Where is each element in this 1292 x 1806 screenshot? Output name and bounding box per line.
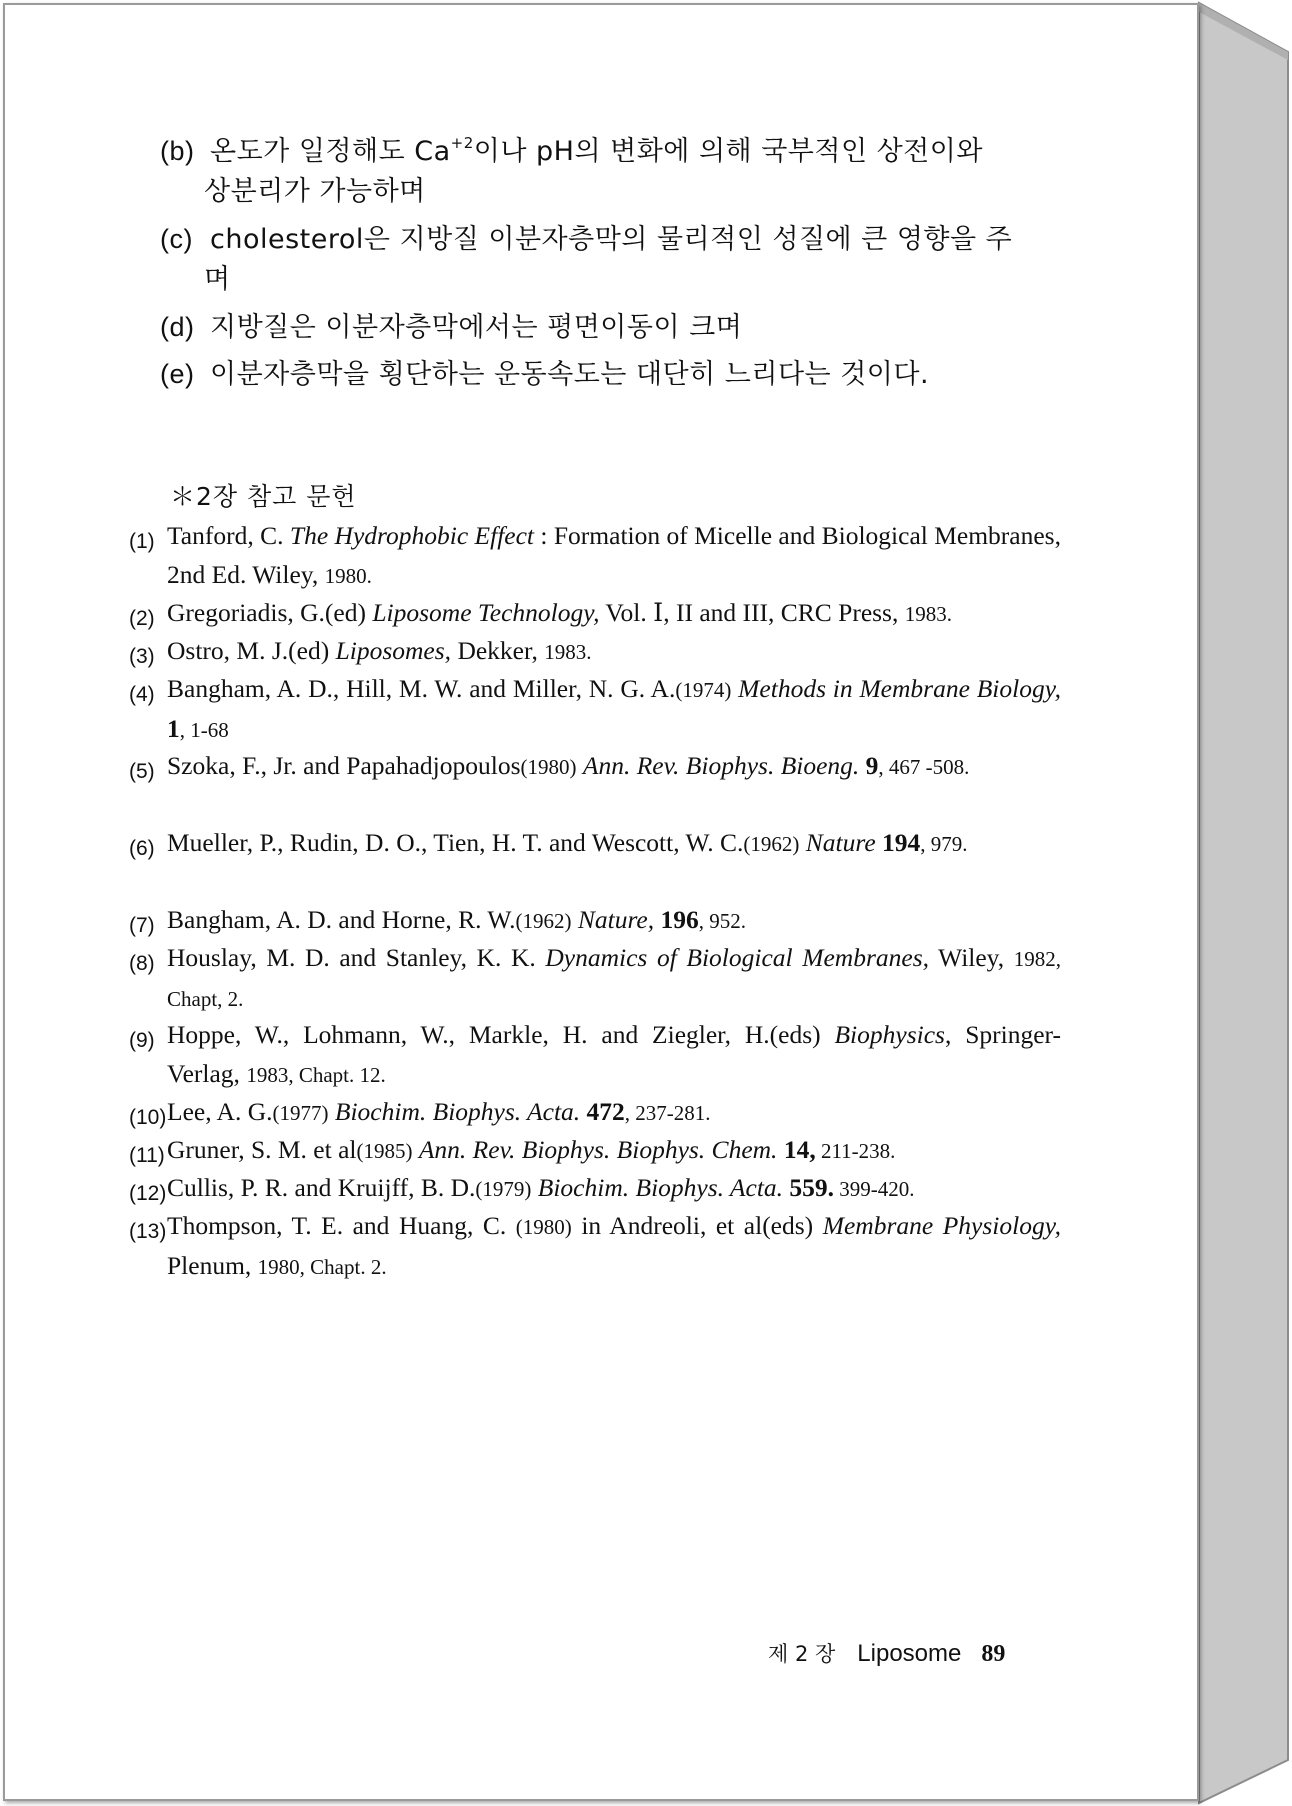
reference-item [129, 632, 1061, 672]
reference-text: Mueller, P., Rudin, D. O., Tien, H. T. and Wescott, W. C.(1962) Nature 194, 979. [167, 828, 968, 857]
reference-text: Hoppe, W., Lohmann, W., Markle, H. and Ziegler, H.(eds) Biophysics, Springer- Verlag, 1983, Chapt. 12. [167, 1020, 1061, 1088]
reference-text: Szoka, F., Jr. and Papahadjopoulos(1980) Ann. Rev. Biophys. Bioeng. 9, 467 -508. [167, 751, 970, 780]
reference-text: Bangham, A. D. and Horne, R. W.(1962) Nature, 196, 952. [167, 905, 746, 934]
statement-text-post: 이나 pH의 변화에 의해 국부적인 상전이와 [473, 136, 983, 167]
footer-chapter: 제 2 장 [768, 1642, 836, 1666]
statement-label: (b) [160, 136, 195, 166]
reference-text: Lee, A. G.(1977) Biochim. Biophys. Acta. 472, 237-281. [167, 1097, 711, 1126]
reference-text: Thompson, T. E. and Huang, C. (1980) in Andreoli, et al(eds) Membrane Physiology, Plenum, 1980, Chapt. 2. [167, 1211, 1061, 1280]
page-content [5, 5, 1201, 1803]
reference-number: (5) [129, 760, 155, 783]
reference-item [129, 1131, 1061, 1171]
reference-number: (7) [129, 914, 155, 937]
reference-number: (10) [129, 1106, 167, 1129]
reference-number: (12) [129, 1182, 167, 1205]
statement-label: (d) [160, 312, 195, 342]
reference-text: Houslay, M. D. and Stanley, K. K. Dynamics of Biological Membranes, Wiley, 1982, Chapt, 2. [167, 943, 1061, 1011]
reference-item [129, 670, 1061, 749]
statement-continuation: 며 [204, 264, 231, 295]
reference-text: Gregoriadis, G.(ed) Liposome Technology, Vol. Ⅰ, II and III, CRC Press, 1983. [167, 598, 952, 627]
document-page [3, 3, 1199, 1801]
reference-number: (8) [129, 952, 155, 975]
reference-number: (6) [129, 837, 155, 860]
statement-text-pre: 온도가 일정해도 Ca [210, 136, 451, 167]
statement-label: (e) [160, 359, 195, 389]
reference-text: Tanford, C. The Hydrophobic Effect : Formation of Micelle and Biological Membranes, 2nd Ed. Wiley, 1980. [167, 521, 1061, 589]
reference-text: Ostro, M. J.(ed) Liposomes, Dekker, 1983. [167, 636, 592, 665]
statement-text: cholesterol은 지방질 이분자층막의 물리적인 성질에 큰 영향을 주 [210, 224, 1013, 255]
statement-label: (c) [160, 224, 193, 254]
reference-number: (1) [129, 530, 155, 553]
reference-item [129, 901, 1061, 941]
superscript: +2 [450, 134, 474, 152]
reference-number: (9) [129, 1029, 155, 1052]
reference-item [129, 594, 1061, 634]
statement-b [160, 131, 1060, 212]
reference-item [129, 747, 1061, 787]
references-heading: ＊2장 참고 문헌 [170, 482, 357, 511]
reference-item [129, 1093, 1061, 1133]
reference-number: (13) [129, 1220, 167, 1243]
reference-item [129, 1169, 1061, 1209]
page-number: 89 [981, 1641, 1006, 1667]
reference-text: Bangham, A. D., Hill, M. W. and Miller, N. G. A.(1974) Methods in Membrane Biology, 1, 1-68 [167, 674, 1062, 743]
reference-item [129, 517, 1061, 595]
reference-text: Gruner, S. M. et al(1985) Ann. Rev. Biophys. Biophys. Chem. 14, 211-238. [167, 1135, 896, 1164]
reference-item [129, 939, 1061, 1018]
reference-number: (2) [129, 607, 155, 630]
reference-number: (11) [129, 1144, 165, 1167]
reference-item [129, 1207, 1061, 1286]
page-footer [768, 1638, 1005, 1668]
footer-title: Liposome [857, 1640, 962, 1667]
statement-text: 이분자층막을 횡단하는 운동속도는 대단히 느리다는 것이다. [210, 359, 930, 390]
statement-c [160, 219, 1060, 300]
reference-text: Cullis, P. R. and Kruijff, B. D.(1979) Biochim. Biophys. Acta. 559. 399-420. [167, 1173, 915, 1202]
reference-item [129, 824, 1061, 864]
statement-d [160, 307, 1060, 348]
statement-text: 지방질은 이분자층막에서는 평면이동이 크며 [210, 312, 743, 343]
reference-number: (4) [129, 683, 155, 706]
reference-item [129, 1016, 1061, 1094]
statement-continuation: 상분리가 가능하며 [204, 176, 426, 207]
statement-e [160, 354, 1060, 395]
reference-number: (3) [129, 645, 155, 668]
